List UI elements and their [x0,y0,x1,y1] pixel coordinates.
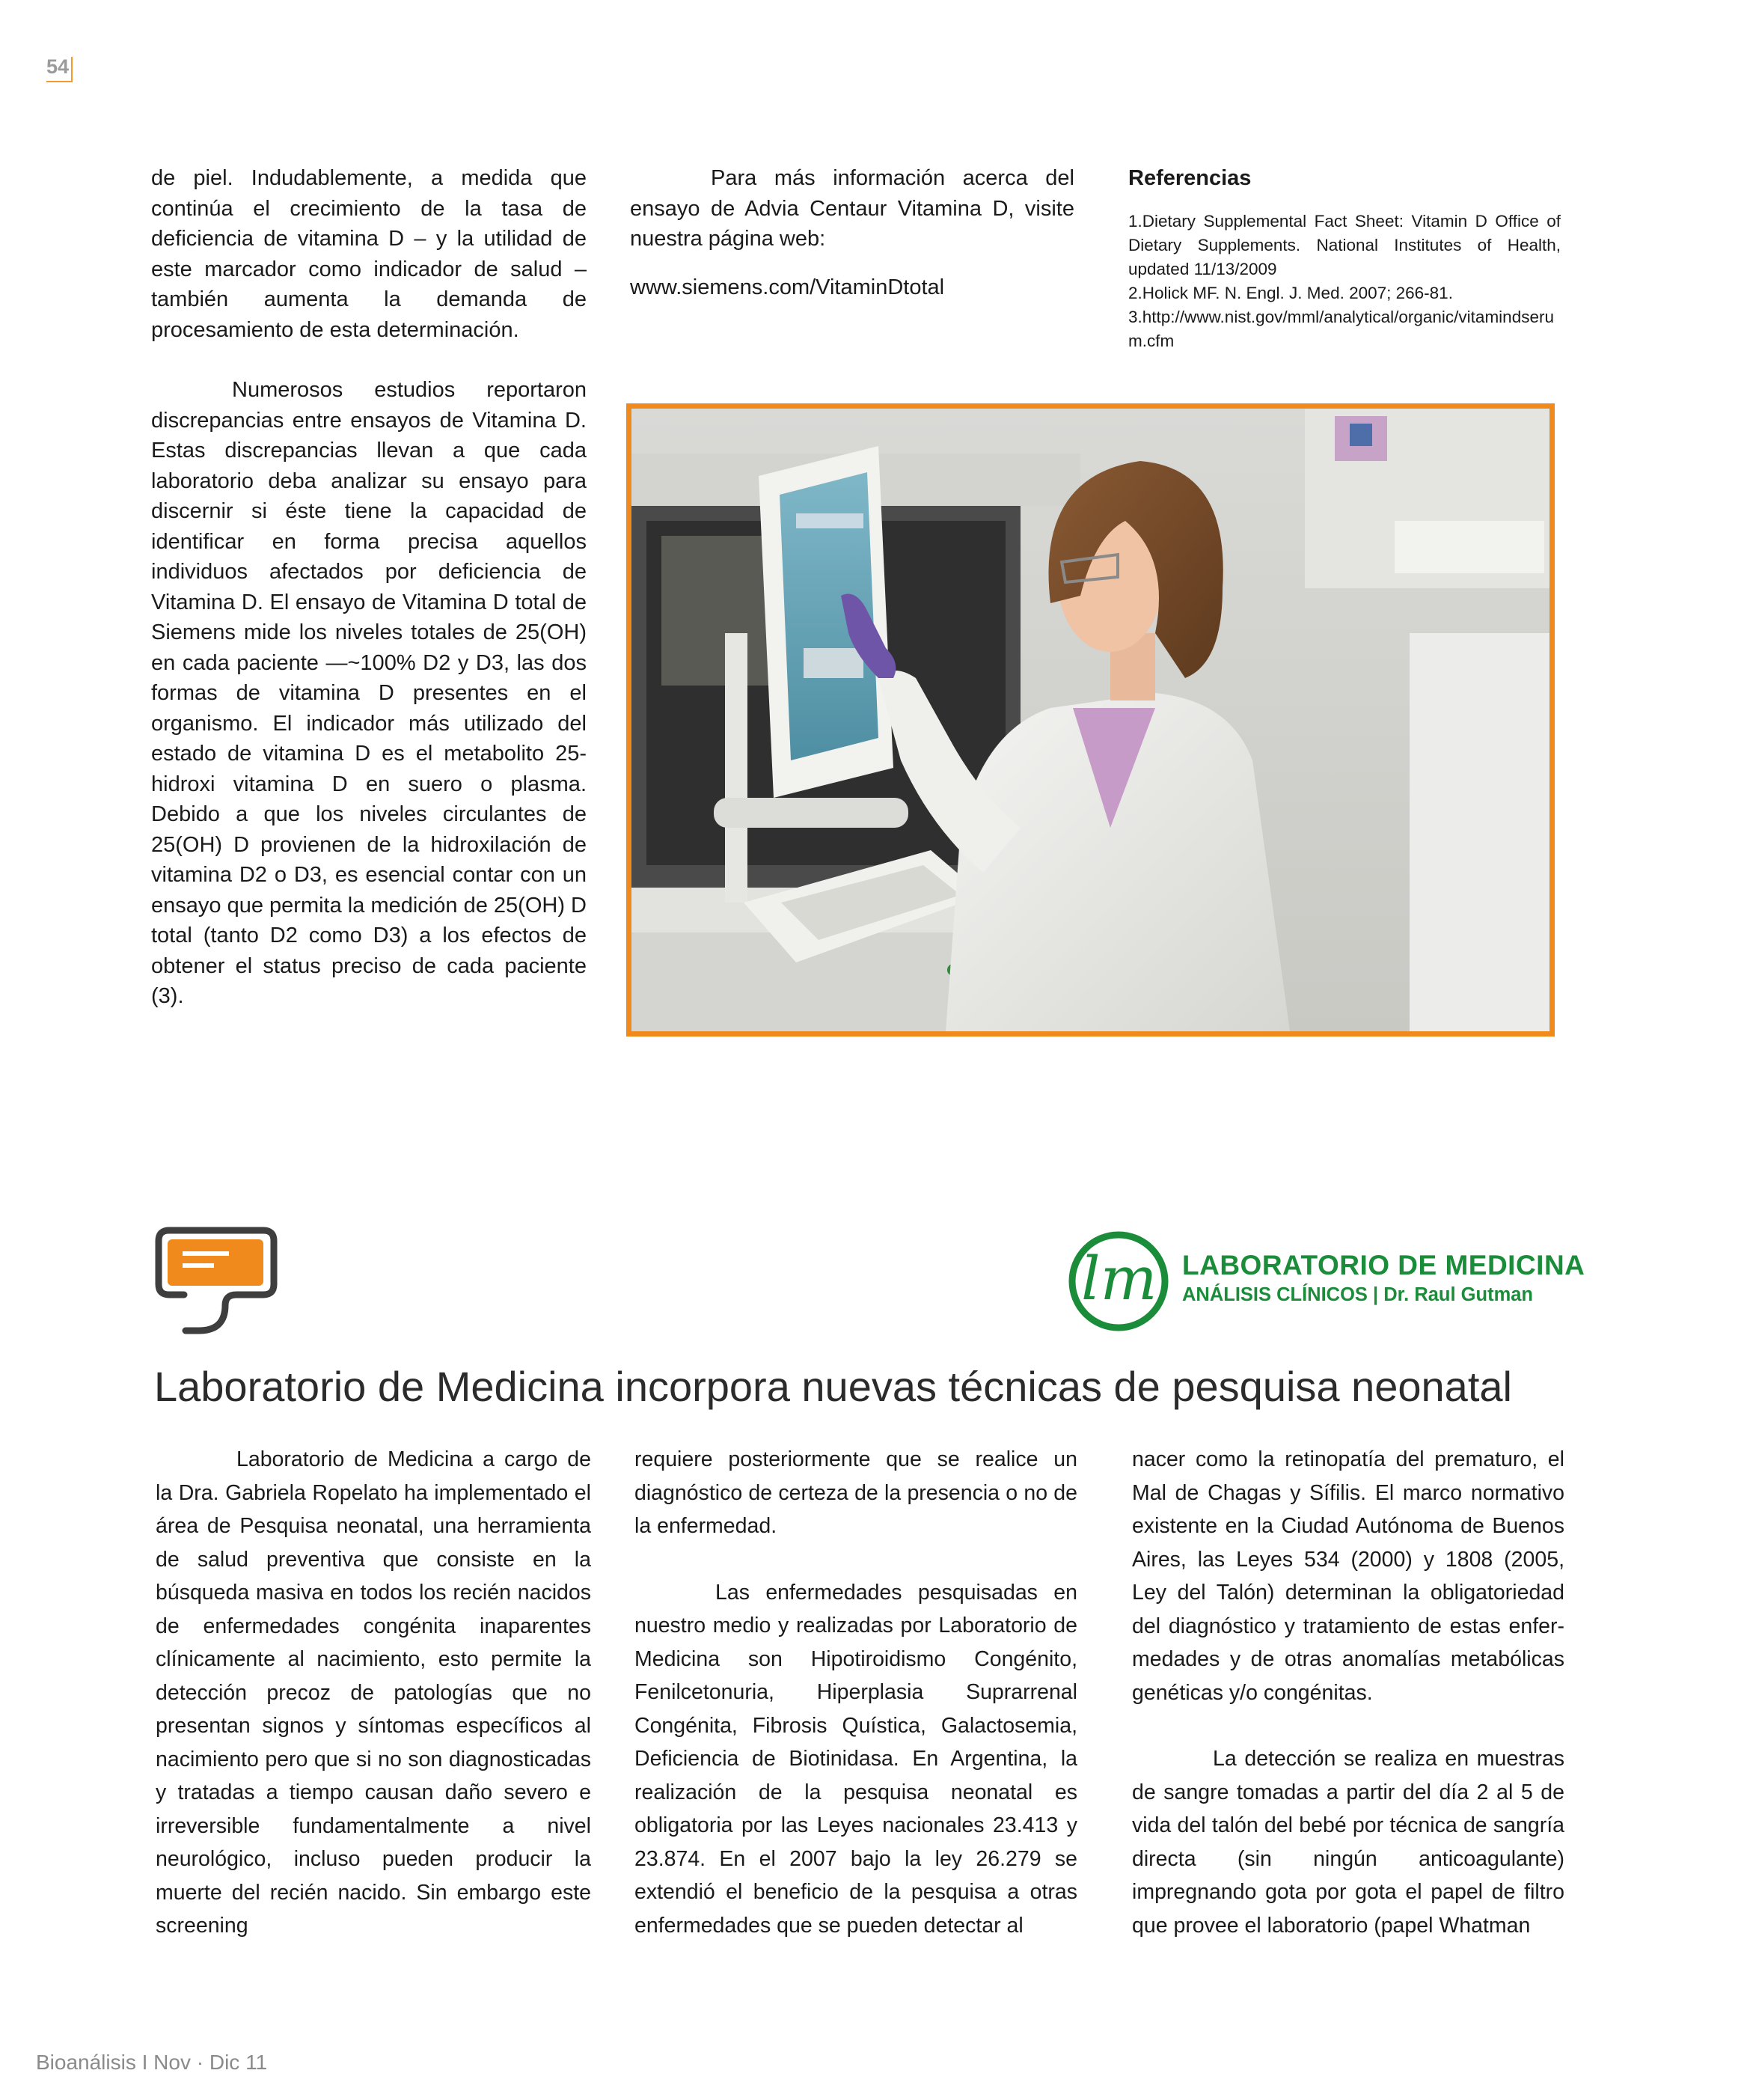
lab-logo-subtitle: ANÁLISIS CLÍNICOS | Dr. Raul Gutman [1182,1284,1534,1305]
article-col1-paragraph: Laboratorio de Medicina a cargo de la Dra. Gabriela Ropelato ha implementado el área de Pesquisa neonatal, una herramienta de salud preventiva que consiste en la búsqueda masiva en todos los recién nacidos de enfermedades congénita inaparentes clínicamente al nacimiento, esto permite la detección precoz de patologías que no presentan signos y síntomas específicos al nacimiento pero que si no son diagnosticadas y tratadas a tiempo causan daño severo e irreversible fundamentalmente a nivel neurológico, incluso pueden producir la muerte del recién nacido. Sin embargo este screening [156,1447,591,1938]
chat-monitor-icon [154,1226,278,1338]
top-col1-paragraph-1: de piel. Indudablemente, a medida que continúa el crecimiento de la tasa de deficiencia de vitamina D – y la utilidad de este marcador como indicador de salud – también aumenta la demanda de procesamiento de esta determinación. [151,166,587,342]
page-number: 54 [46,57,73,82]
reference-item: 1.Dietary Supplemental Fact Sheet: Vitamin D Office of Dietary Supplements. National Institutes of Health, updated 11/13/2009 [1128,212,1561,278]
section-icon [154,1226,278,1338]
article-col3-paragraph-1: nacer como la retinopatía del prematuro, el Mal de Chagas y Sífilis. El marco normativo existente en la Ciudad Autónoma de Buenos Aires, las Leyes 534 (2000) y 1808 (2005, Ley del Talón) determinan la obligatoriedad del diagnóstico y tratamiento de estas enfer-medades y de otras anomalías metabólicas genéticas y/o congénitas. [1132,1447,1564,1705]
article-col3-paragraph-2: La detección se realiza en muestras de sangre tomadas a partir del día 2 al 5 de vida del talón del bebé por técnica de sangría directa (sin ningún anticoagulante) impregnando gota por gota el papel de filtro que provee el laboratorio (papel Whatman [1132,1747,1564,1938]
website-link[interactable]: www.siemens.com/VitaminDtotal [630,275,945,299]
article-column-1 [156,1443,591,1943]
references-title: Referencias [1128,166,1252,190]
article-column-2 [634,1443,1077,1942]
references-list [1128,210,1561,353]
article-column-3 [1132,1443,1564,1942]
footer: Bioanálisis I Nov · Dic 11 [36,2051,268,2074]
references [1128,163,1561,353]
top-col2-paragraph-1: Para más información acerca del ensayo de Advia Centaur Vitamina D, visite nuestra página web: [630,166,1074,251]
lab-logo-name: LABORATORIO DE MEDICINA [1182,1250,1585,1281]
top-column-2 [630,163,1074,302]
lab-logo [1066,1227,1585,1340]
reference-item: 3.http://www.nist.gov/mml/analytical/organic/vitamindserum.cfm [1128,308,1554,350]
article-headline: Laboratorio de Medicina incorpora nuevas técnicas de pesquisa neonatal [154,1363,1512,1410]
lab-logo-mark: lm [1081,1244,1157,1313]
lab-photo [626,403,1555,1037]
top-column-1 [151,163,587,1012]
article-col2-paragraph-2: Las enfermedades pesquisadas en nuestro medio y realizadas por Laboratorio de Medicina son Hipotiroidismo Congénito, Fenilcetonuria, Hiperplasia Suprarrenal Congénita, Fibrosis Quística, Galactosemia, Deficiencia de Biotinidasa. En Argentina, la realización de la pesquisa neonatal es obligatoria por las Leyes nacionales 23.413 y 23.874. En el 2007 bajo la ley 26.279 se extendió el beneficio de la pesquisa a otras enfermedades que se pueden detectar al [634,1580,1077,1938]
article-col2-paragraph-1: requiere posteriormente que se realice un diagnóstico de certeza de la presencia o no de la enfermedad. [634,1447,1077,1538]
top-col1-paragraph-2: Numerosos estudios reportaron discrepancias entre ensayos de Vitamina D. Estas discrepancias llevan a que cada laboratorio deba analizar su ensayo para discernir si éste tiene la capacidad de identificar en forma precisa aquellos individuos afectados por deficiencia de Vitamina D. El ensayo de Vitamina D total de Siemens mide los niveles totales de 25(OH) en cada paciente —~100% D2 y D3, las dos formas de vitamina D presentes en el organismo. El indicador más utilizado del estado de vitamina D es el metabolito 25-hidroxi vitamina D en suero o plasma. Debido a que los niveles circulantes de 25(OH) D provienen de la hidroxilación de vitamina D2 o D3, es esencial contar con un ensayo que permita la medición de 25(OH) D total (tanto D2 como D3) a los efectos de obtener el status preciso de cada paciente (3). [151,378,587,1008]
lab-photo-illustration [631,409,1549,1031]
reference-item: 2.Holick MF. N. Engl. J. Med. 2007; 266-81. [1128,284,1453,302]
